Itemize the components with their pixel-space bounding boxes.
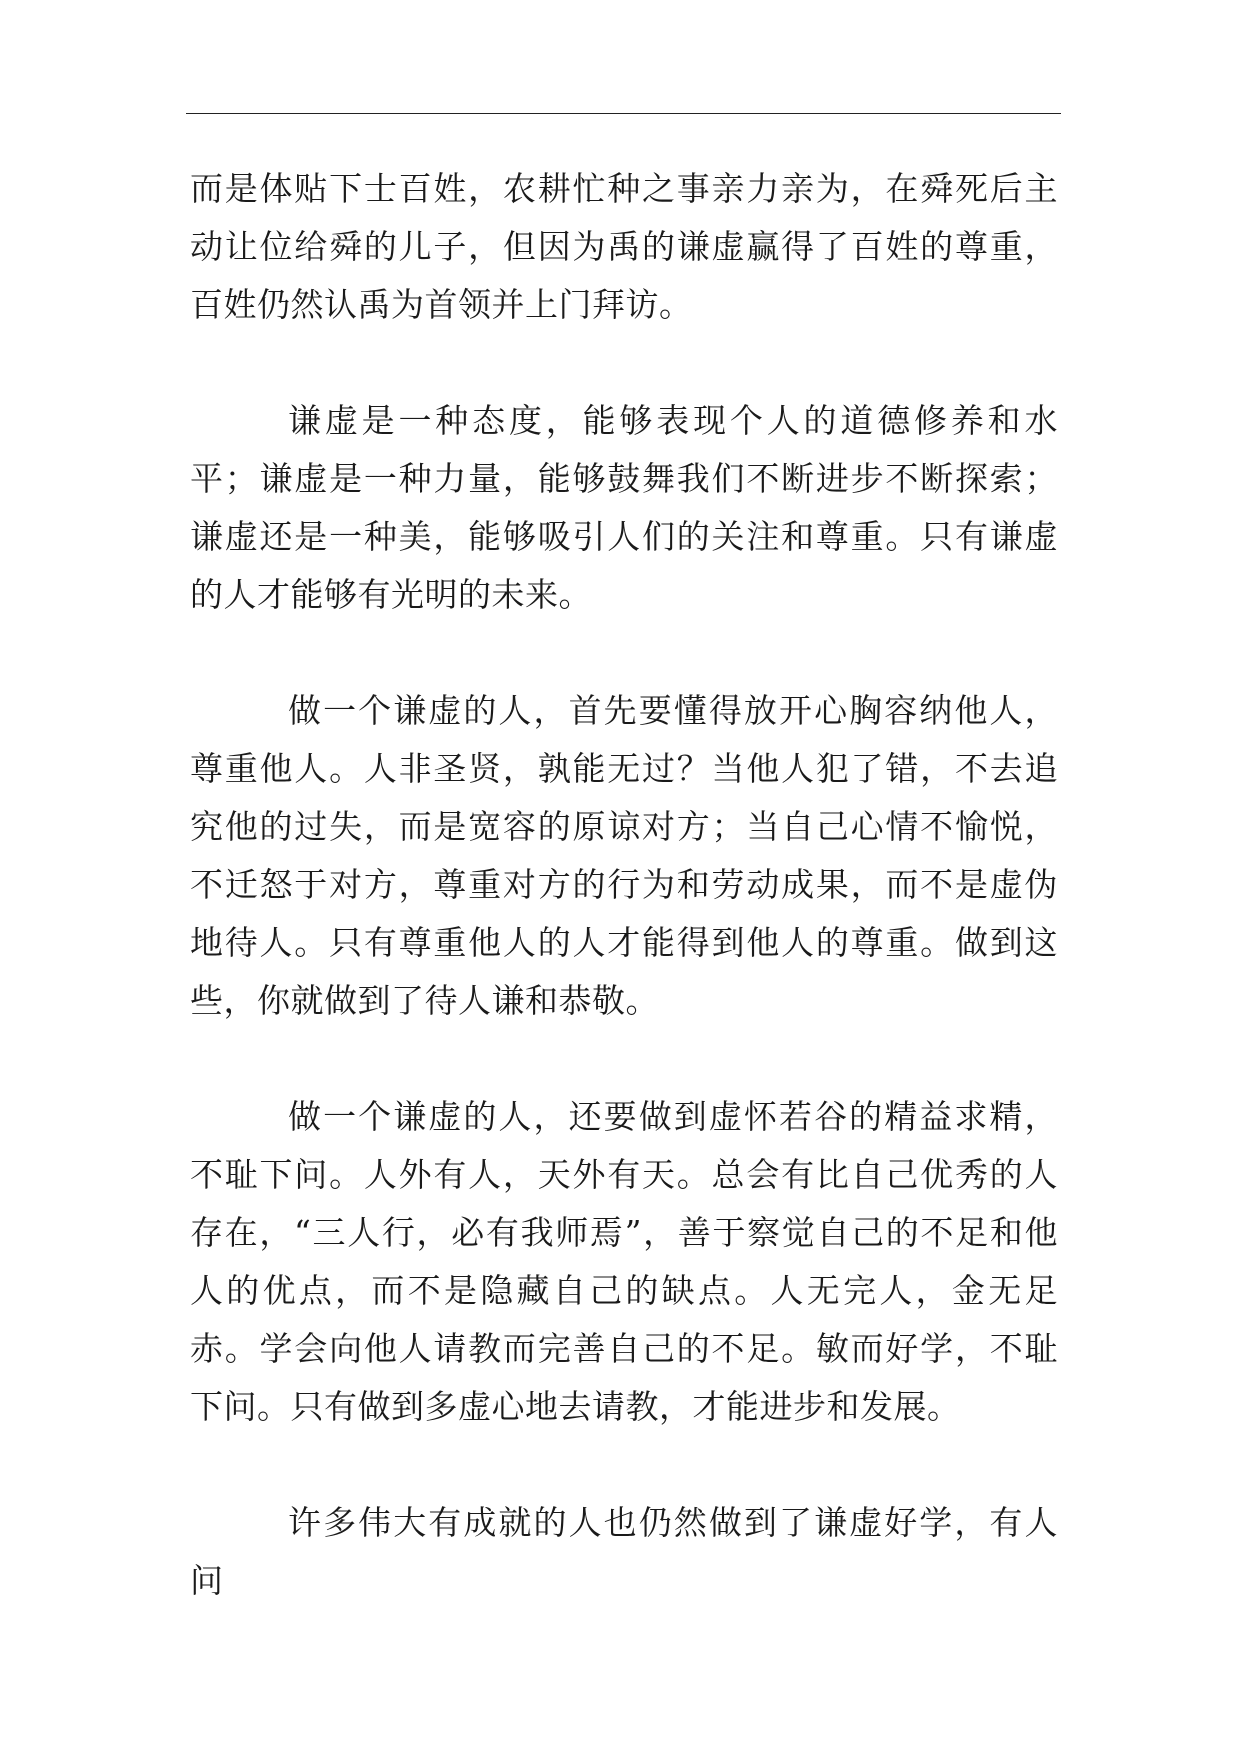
paragraph-5: 许多伟大有成就的人也仍然做到了谦虚好学，有人问: [190, 1503, 1058, 1600]
paragraph-2: 谦虚是一种态度，能够表现个人的道德修养和水平；谦虚是一种力量，能够鼓舞我们不断进步不断探索；谦虚还是一种美，能够吸引人们的关注和尊重。只有谦虚的人才能够有光明的未来。: [190, 401, 1058, 614]
paragraph-1: 而是体贴下士百姓，农耕忙种之事亲力亲为，在舜死后主动让位给舜的儿子，但因为禹的谦虚赢得了百姓的尊重，百姓仍然认禹为首领并上门拜访。: [190, 169, 1058, 324]
body-text: [190, 160, 1058, 1610]
paragraph-4: 做一个谦虚的人，还要做到虚怀若谷的精益求精，不耻下问。人外有人，天外有天。总会有比自己优秀的人存在，“三人行，必有我师焉”，善于察觉自己的不足和他人的优点，而不是隐藏自己的缺点。人无完人，金无足赤。学会向他人请教而完善自己的不足。敏而好学，不耻下问。只有做到多虚心地去请教，才能进步和发展。: [190, 1097, 1058, 1426]
header-rule: [186, 113, 1061, 114]
paragraph-3: 做一个谦虚的人，首先要懂得放开心胸容纳他人，尊重他人。人非圣贤，孰能无过？当他人犯了错，不去追究他的过失，而是宽容的原谅对方；当自己心情不愉悦，不迁怒于对方，尊重对方的行为和劳动成果，而不是虚伪地待人。只有尊重他人的人才能得到他人的尊重。做到这些，你就做到了待人谦和恭敬。: [190, 691, 1058, 1020]
